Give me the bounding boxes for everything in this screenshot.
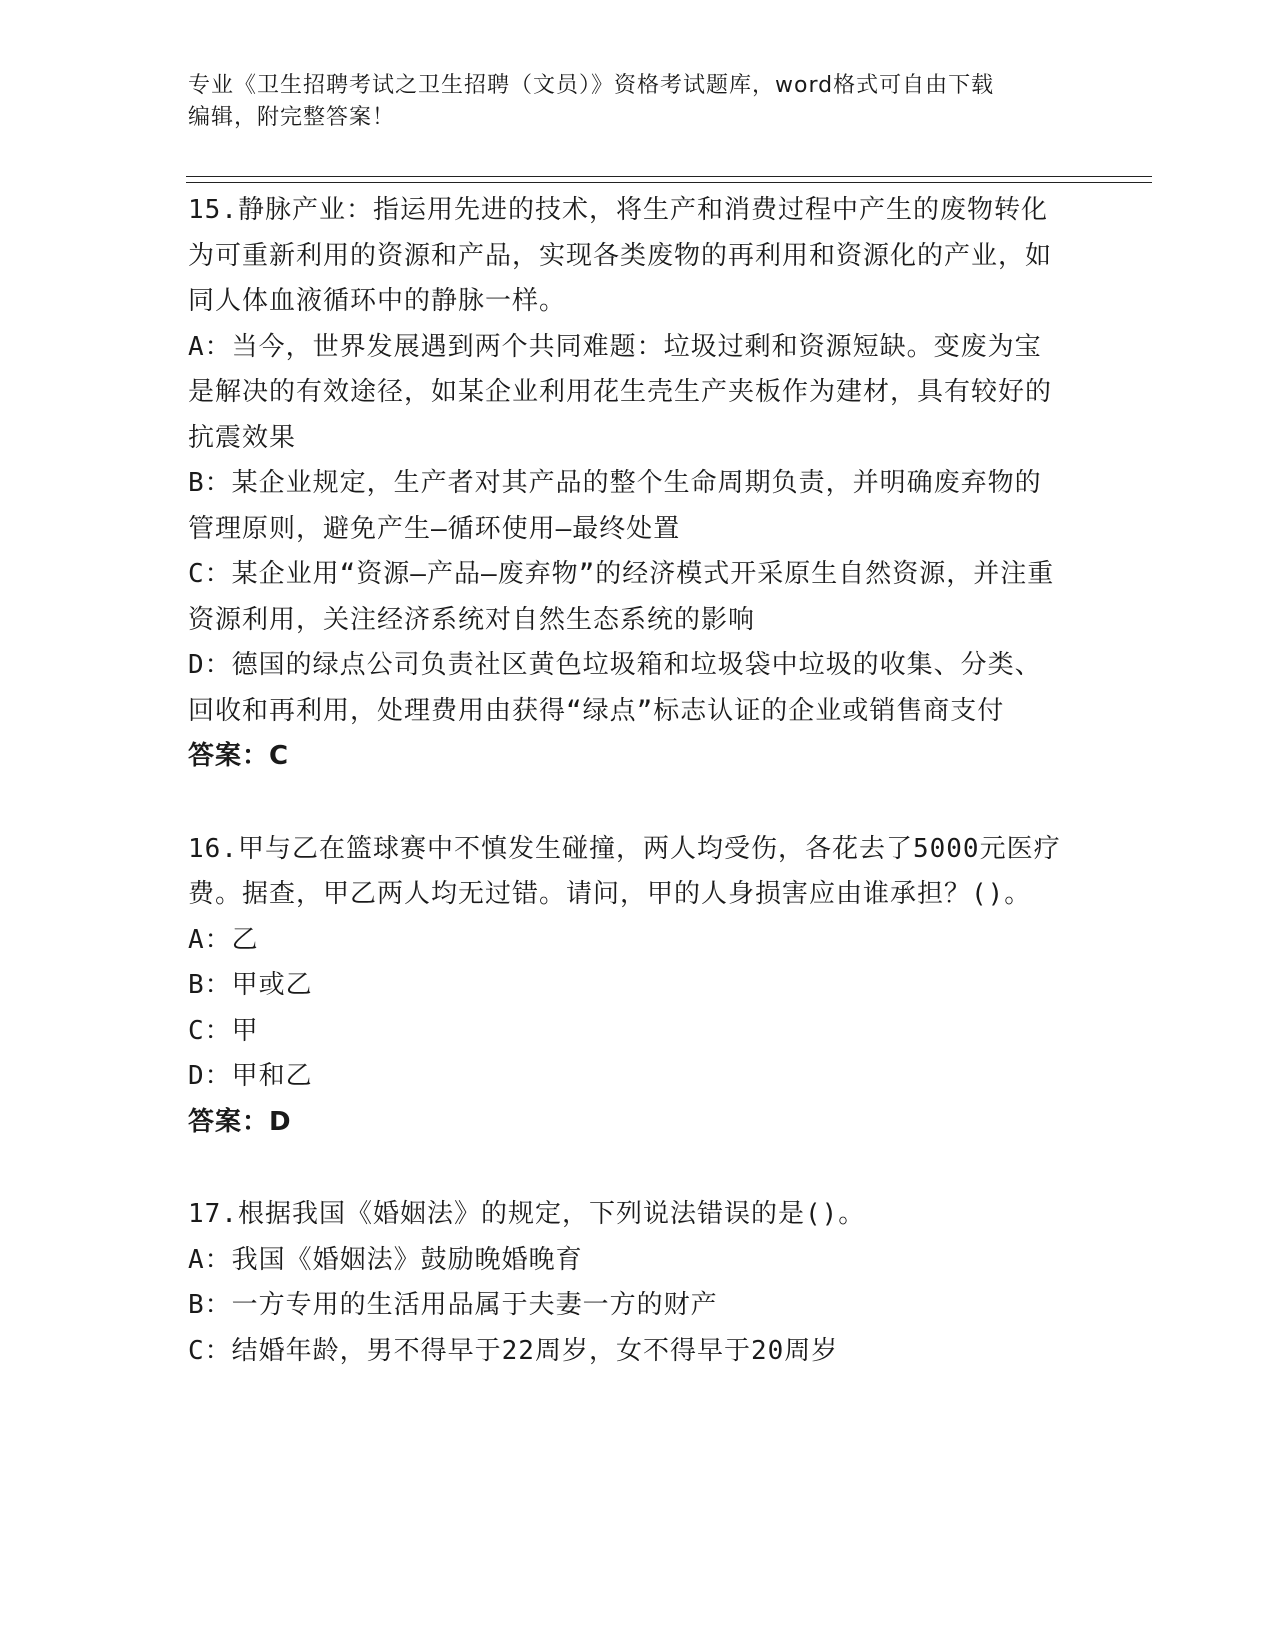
question-stem: 16.甲与乙在篮球赛中不慎发生碰撞，两人均受伤，各花去了5000元医疗费。据查，甲乙两人均无过错。请问，甲的人身损害应由谁承担？()。 — [188, 833, 1061, 909]
question-16 — [188, 827, 1068, 1146]
question-stem: 15.静脉产业：指运用先进的技术，将生产和消费过程中产生的废物转化为可重新利用的资源和产品，实现各类废物的再利用和资源化的产业，如同人体血液循环中的静脉一样。 — [188, 195, 1053, 316]
option-a: A：当今，世界发展遇到两个共同难题：垃圾过剩和资源短缺。变废为宝是解决的有效途径，如某企业利用花生壳生产夹板作为建材，具有较好的抗震效果 — [188, 331, 1053, 453]
option-b: B：一方专用的生活用品属于夫妻一方的财产 — [188, 1290, 718, 1320]
option-b: B：甲或乙 — [188, 970, 313, 1000]
question-17 — [188, 1192, 1068, 1374]
option-c: C：某企业用“资源—产品—废弃物”的经济模式开采原生自然资源，并注重资源利用，关注经济系统对自然生态系统的影响 — [188, 559, 1055, 635]
answer-text: 答案：D — [188, 1106, 292, 1137]
option-a: A：我国《婚姻法》鼓励晚婚晚育 — [188, 1244, 583, 1275]
answer-text: 答案：C — [188, 741, 290, 771]
option-c: C：结婚年龄，男不得早于22周岁，女不得早于20周岁 — [188, 1335, 839, 1366]
question-15 — [188, 188, 1068, 780]
document-header — [188, 70, 1068, 134]
option-a: A：乙 — [188, 924, 259, 955]
option-b: B：某企业规定，生产者对其产品的整个生命周期负责，并明确废弃物的管理原则，避免产生—循环使用—最终处置 — [188, 468, 1042, 544]
question-stem: 17.根据我国《婚姻法》的规定，下列说法错误的是()。 — [188, 1199, 866, 1229]
option-d: D：德国的绿点公司负责社区黄色垃圾箱和垃圾袋中垃圾的收集、分类、回收和再利用，处理费用由获得“绿点”标志认证的企业或销售商支付 — [188, 650, 1042, 726]
header-divider-top — [186, 176, 1152, 177]
question-list — [188, 188, 1068, 1421]
header-line-1: 专业《卫生招聘考试之卫生招聘（文员）》资格考试题库，word格式可自由下载 — [188, 73, 995, 98]
header-divider-bottom — [186, 182, 1152, 183]
option-c: C：甲 — [188, 1015, 259, 1046]
header-line-2: 编辑，附完整答案！ — [188, 105, 396, 130]
option-d: D：甲和乙 — [188, 1061, 313, 1091]
